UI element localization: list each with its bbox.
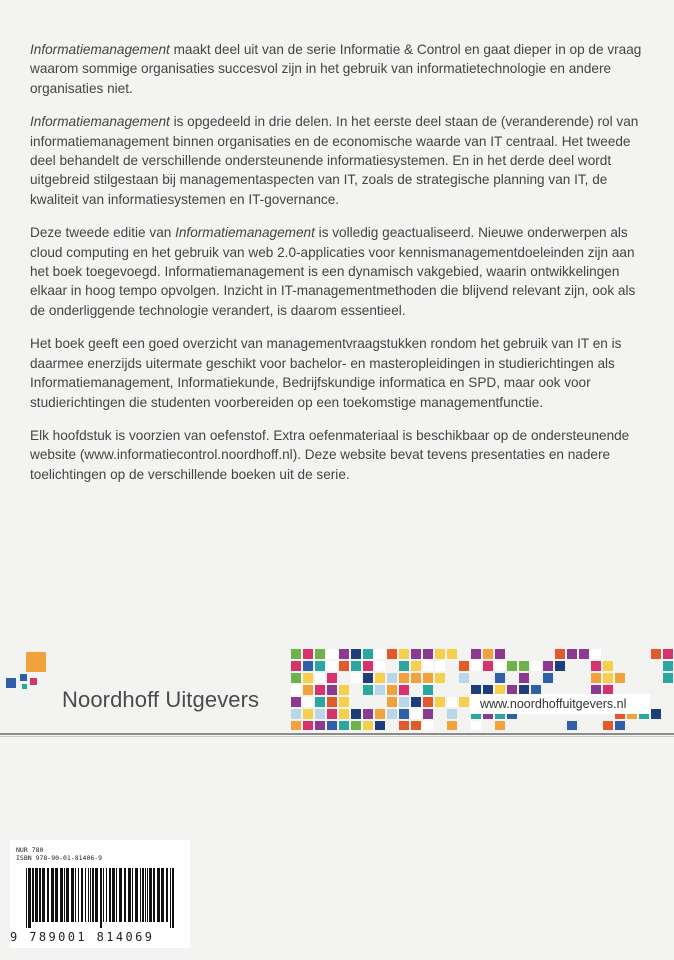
mosaic-tile <box>495 673 505 683</box>
mosaic-tile <box>351 661 361 671</box>
mosaic-tile <box>495 661 505 671</box>
mosaic-tile <box>339 685 349 695</box>
mosaic-tile <box>387 685 397 695</box>
barcode-bar <box>170 868 171 928</box>
mosaic-tile <box>651 649 661 659</box>
mosaic-tile <box>351 673 361 683</box>
book-title-italic: Informatiemanagement <box>175 225 315 241</box>
mosaic-tile <box>303 661 313 671</box>
mosaic-tile <box>447 697 457 707</box>
mosaic-tile <box>387 697 397 707</box>
barcode-bar <box>47 868 49 922</box>
blurb-text <box>30 40 644 498</box>
paragraph-5: Elk hoofdstuk is voorzien van oefenstof. Extra oefenmateriaal is beschikbaar op de ondersteunende website (www.informatiecontrol.noordhoff.nl). Deze website bevat tevens presentaties en nadere toelichtingen op de verschillende boeken uit de serie. <box>30 427 630 482</box>
mosaic-tile <box>351 649 361 659</box>
mosaic-tile <box>339 697 349 707</box>
mosaic-tile <box>399 685 409 695</box>
barcode-bar <box>116 868 117 922</box>
mosaic-tile <box>555 649 565 659</box>
mosaic-tile <box>603 673 613 683</box>
mosaic-tile <box>483 661 493 671</box>
mosaic-tile <box>423 661 433 671</box>
mosaic-tile <box>411 649 421 659</box>
mosaic-tile <box>423 697 433 707</box>
barcode-bar <box>32 868 34 922</box>
mosaic-tile <box>591 649 601 659</box>
mosaic-tile <box>315 649 325 659</box>
mosaic-tile <box>603 721 613 730</box>
mosaic-tile <box>567 721 577 730</box>
mosaic-tile <box>411 673 421 683</box>
mosaic-tile <box>363 661 373 671</box>
mosaic-tile <box>315 685 325 695</box>
mosaic-tile <box>459 697 469 707</box>
barcode-bar <box>51 868 54 922</box>
barcode-bar <box>112 868 115 922</box>
paragraph-3-start: Deze tweede editie van <box>30 225 176 241</box>
publisher-website[interactable]: www.noordhoffuitgevers.nl <box>470 694 650 714</box>
mosaic-tile <box>519 661 529 671</box>
mosaic-tile <box>375 661 385 671</box>
paragraph-2-text: is opgedeeld in drie delen. In het eerste deel staan de (veranderende) rol van informatiemanagement binnen organisaties en de economische waarde van IT centraal. Het tweede deel behandelt de verschillende ondersteunende informatiesystemen. En in het derde deel wordt uitgebreid stilgestaan bij managementaspecten van IT, zoals de strategische planning van IT, de kwaliteit van informatiesystemen en IT-governance. <box>30 114 639 207</box>
publisher-logo-area <box>0 630 674 730</box>
mosaic-tile <box>339 649 349 659</box>
mosaic-tile <box>591 661 601 671</box>
divider <box>0 736 674 737</box>
mosaic-tile <box>375 709 385 719</box>
mosaic-tile <box>447 649 457 659</box>
mosaic-tile <box>663 649 673 659</box>
mosaic-tile <box>459 661 469 671</box>
barcode-bar <box>119 868 122 922</box>
barcode-bar <box>64 868 65 922</box>
mosaic-tile <box>483 649 493 659</box>
barcode-label <box>10 840 190 948</box>
mosaic-tile <box>375 721 385 730</box>
mosaic-tile <box>291 673 301 683</box>
mosaic-tile <box>363 721 373 730</box>
mosaic-tile <box>399 709 409 719</box>
book-title-italic: Informatiemanagement <box>30 42 170 57</box>
mosaic-tile <box>663 673 673 683</box>
mosaic-tile <box>291 661 301 671</box>
mosaic-tile <box>291 685 301 695</box>
mosaic-tile <box>435 661 445 671</box>
barcode-bar <box>128 868 131 922</box>
paragraph-3 <box>30 223 644 320</box>
barcode-bar <box>88 868 89 922</box>
mosaic-tile <box>363 649 373 659</box>
mosaic-tile <box>519 673 529 683</box>
barcode-bar <box>39 868 41 922</box>
barcode-bar <box>161 868 164 922</box>
mosaic-tile <box>411 661 421 671</box>
mosaic-tile <box>459 673 469 683</box>
paragraph-2 <box>30 112 644 209</box>
barcode-bar <box>92 868 94 922</box>
barcode-bars <box>22 868 180 928</box>
mosaic-tile <box>327 673 337 683</box>
paragraph-1 <box>30 40 644 98</box>
mosaic-tile <box>375 685 385 695</box>
mosaic-tile <box>315 721 325 730</box>
mosaic-tile <box>567 649 577 659</box>
barcode-bar <box>135 868 138 922</box>
mosaic-tile <box>495 649 505 659</box>
mosaic-tile <box>423 709 433 719</box>
publisher-name: Noordhoff Uitgevers <box>62 687 260 712</box>
mosaic-tile <box>315 661 325 671</box>
barcode-bar <box>71 868 74 922</box>
barcode-bar <box>149 868 152 922</box>
mosaic-tile <box>387 673 397 683</box>
divider <box>0 733 674 735</box>
mosaic-tile <box>651 709 661 719</box>
mosaic-tile <box>315 709 325 719</box>
mosaic-tile <box>507 661 517 671</box>
mosaic-tile <box>363 685 373 695</box>
mosaic-tile <box>375 649 385 659</box>
mosaic-tile <box>399 697 409 707</box>
mosaic-tile <box>327 697 337 707</box>
mosaic-tile <box>495 721 505 730</box>
barcode-bar <box>147 868 148 922</box>
mosaic-tile <box>303 697 313 707</box>
barcode-bar <box>103 868 104 922</box>
mosaic-tile <box>327 721 337 730</box>
barcode-bar <box>145 868 146 922</box>
barcode-bar <box>66 868 69 922</box>
mosaic-tile <box>471 661 481 671</box>
mosaic-tile <box>435 673 445 683</box>
book-title-italic: Informatiemanagement <box>30 114 170 130</box>
mosaic-tile <box>399 721 409 730</box>
mosaic-tile <box>471 649 481 659</box>
mosaic-tile <box>327 709 337 719</box>
barcode-bar <box>85 868 86 922</box>
mosaic-tile <box>531 661 541 671</box>
barcode-digits: 9 789001 814069 <box>10 930 155 944</box>
barcode-bar <box>75 868 76 922</box>
barcode-bar <box>109 868 111 922</box>
barcode-bar <box>142 868 144 922</box>
mosaic-tile <box>399 661 409 671</box>
mosaic-tile <box>615 721 625 730</box>
mosaic-tile <box>471 721 481 730</box>
mosaic-tile <box>399 649 409 659</box>
barcode-bar <box>166 868 168 922</box>
isbn-code: ISBN 978-90-01-81406-9 <box>16 854 103 862</box>
mosaic-tile <box>315 673 325 683</box>
mosaic-tile <box>363 673 373 683</box>
mosaic-tile <box>351 721 361 730</box>
mosaic-tile <box>303 685 313 695</box>
barcode-bar <box>42 868 45 922</box>
barcode-bar <box>172 868 174 928</box>
mosaic-tile <box>291 697 301 707</box>
paragraph-3-text: is volledig geactualiseerd. Nieuwe onderwerpen als cloud computing en het gebruik van web 2.0-applicaties voor kennismanagementdoeleinden zijn aan het boek toegevoegd. Informatiemanagement is een dynamisch vakgebied, waarin ontwikkelingen elkaar in hoog tempo opvolgen. Inzicht in IT-managementmethoden die blijvend relevant zijn, ook als de onderliggende technologie verandert, is daarom essentieel. <box>30 225 636 318</box>
mosaic-tile <box>327 649 337 659</box>
mosaic-tile <box>339 709 349 719</box>
mosaic-tile <box>447 709 457 719</box>
mosaic-tile <box>327 685 337 695</box>
mosaic-tile <box>663 661 673 671</box>
mosaic-tile <box>399 673 409 683</box>
paragraph-1-text: maakt deel uit van de serie Informatie & Control en gaat dieper in op de vraag waarom sommige organisaties succesvol zijn in het gebruik van informatietechnologie en andere organisaties niet. <box>30 42 642 96</box>
mosaic-tile <box>339 661 349 671</box>
mosaic-tile <box>291 721 301 730</box>
mosaic-tile <box>603 661 613 671</box>
barcode-bar <box>106 868 107 922</box>
mosaic-tile <box>423 673 433 683</box>
mosaic-tile <box>423 685 433 695</box>
barcode-bar <box>95 868 98 922</box>
barcode-bar <box>28 868 31 928</box>
barcode-bar <box>90 868 91 922</box>
mosaic-tile <box>411 697 421 707</box>
barcode-bar <box>100 868 102 928</box>
mosaic-tile <box>303 673 313 683</box>
mosaic-tile <box>327 661 337 671</box>
mosaic-tile <box>543 661 553 671</box>
barcode-bar <box>55 868 58 922</box>
mosaic-tile <box>423 721 433 730</box>
paragraph-4: Het boek geeft een goed overzicht van managementvraagstukken rondom het gebruik van IT en is daarmee enerzijds uitermate geschikt voor bachelor- en masteropleidingen in studierichtingen als Informatiemanagement, Informatiekunde, Bedrijfskundige informatica en SPD, maar ook voor studierichtingen die studenten voorbereiden op een toekomstige managementfunctie. <box>30 336 622 410</box>
barcode-bar <box>140 868 141 922</box>
mosaic-tile <box>339 721 349 730</box>
mosaic-tile <box>579 649 589 659</box>
mosaic-tile <box>411 709 421 719</box>
barcode-bar <box>60 868 63 922</box>
noordhoff-logo-icon <box>6 652 46 692</box>
mosaic-tile <box>423 649 433 659</box>
mosaic-tile <box>303 649 313 659</box>
mosaic-tile <box>387 649 397 659</box>
mosaic-tile <box>291 649 301 659</box>
mosaic-tile <box>291 709 301 719</box>
barcode-bar <box>157 868 160 922</box>
barcode-bar <box>124 868 126 922</box>
mosaic-tile <box>447 721 457 730</box>
mosaic-tile <box>387 709 397 719</box>
mosaic-tile <box>555 661 565 671</box>
barcode-bar <box>153 868 155 922</box>
barcode-bar <box>35 868 38 922</box>
barcode-bar <box>132 868 133 922</box>
mosaic-tile <box>615 673 625 683</box>
mosaic-tile <box>411 721 421 730</box>
mosaic-tile <box>363 709 373 719</box>
mosaic-tile <box>303 709 313 719</box>
nur-code: NUR 780 <box>16 846 44 854</box>
mosaic-tile <box>351 709 361 719</box>
barcode-bar <box>26 868 27 928</box>
mosaic-tile <box>543 673 553 683</box>
color-mosaic <box>290 648 674 730</box>
mosaic-tile <box>303 721 313 730</box>
mosaic-tile <box>315 697 325 707</box>
barcode-bar <box>78 868 79 922</box>
mosaic-tile <box>435 697 445 707</box>
barcode-meta <box>16 846 102 862</box>
mosaic-tile <box>375 673 385 683</box>
barcode-bar <box>81 868 83 922</box>
mosaic-tile <box>591 673 601 683</box>
mosaic-tile <box>435 649 445 659</box>
